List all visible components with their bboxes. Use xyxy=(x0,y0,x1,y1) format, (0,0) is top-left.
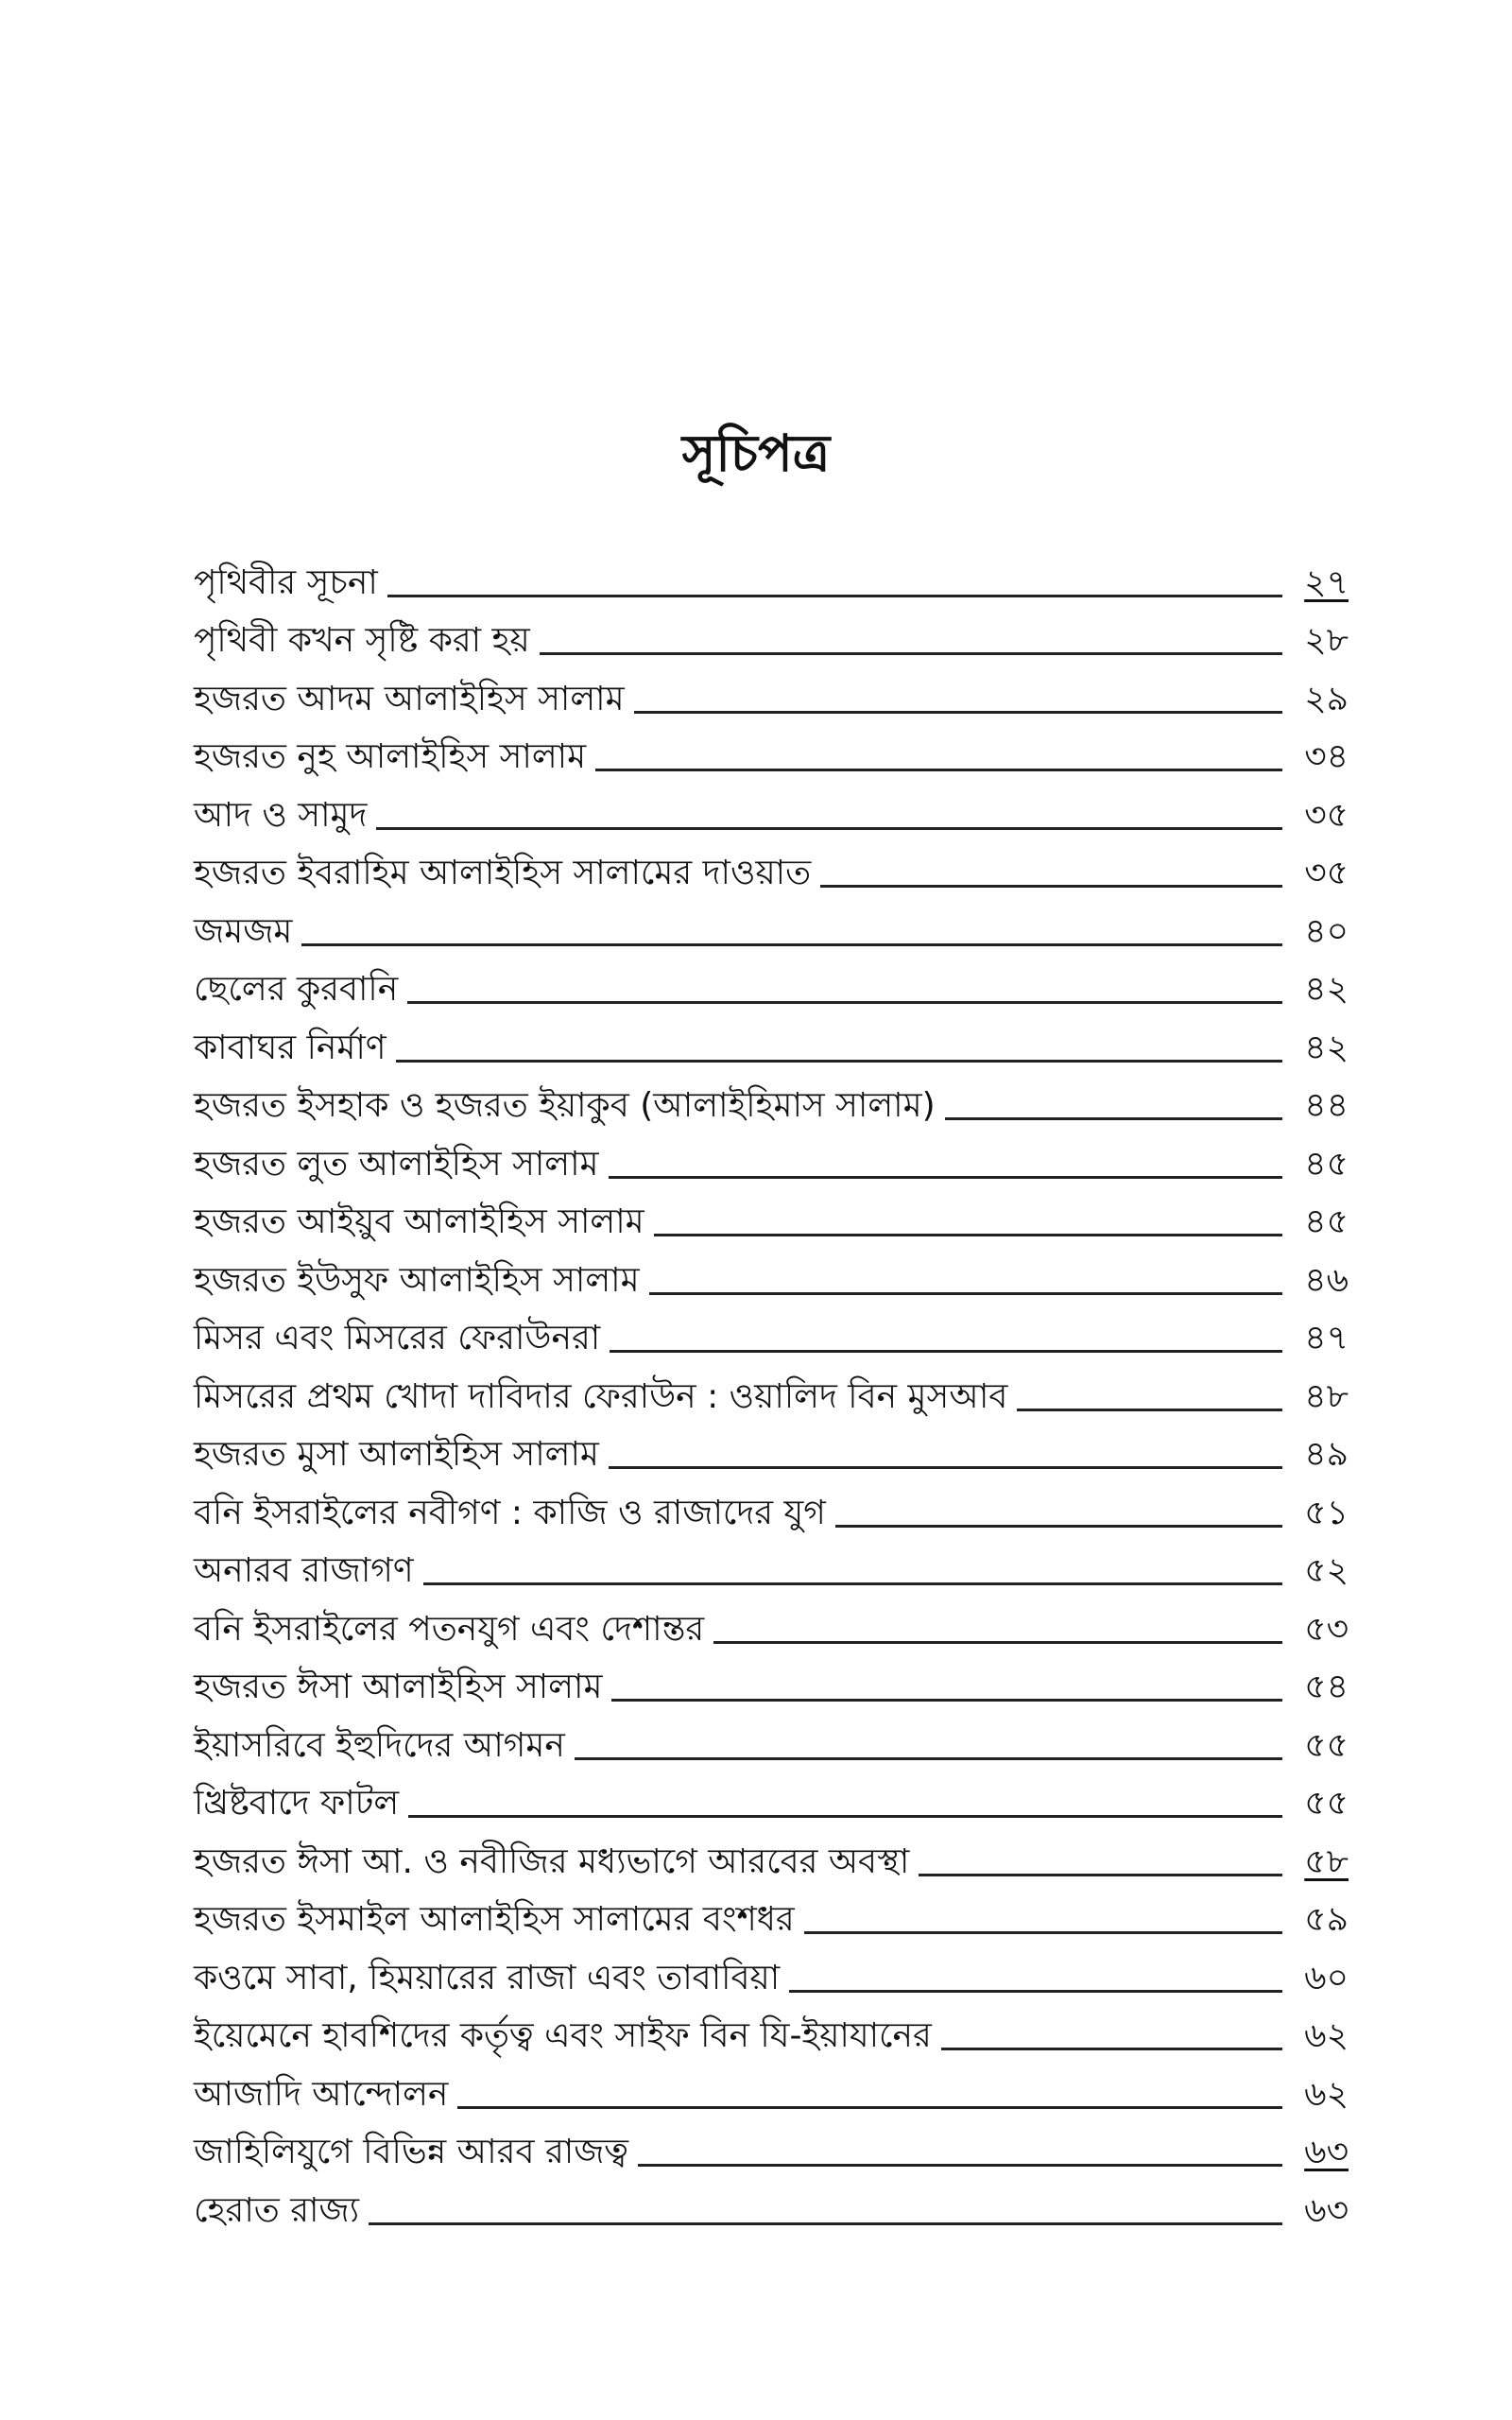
toc-entry xyxy=(194,669,1349,728)
toc-entry-title: হজরত লুত আলাইহিস সালাম xyxy=(194,1144,599,1184)
toc-page-number: ৪৮ xyxy=(1304,1376,1349,1416)
toc-entry xyxy=(194,844,1349,903)
toc-page-number: ২৭ xyxy=(1304,562,1349,602)
page-title: সূচিপত্র xyxy=(681,424,831,483)
toc-entry-title: আজাদি আন্দোলন xyxy=(194,2074,449,2114)
toc-page-number: ৪২ xyxy=(1304,1028,1349,1067)
toc-page-number: ৬২ xyxy=(1304,2074,1349,2114)
toc-entry xyxy=(194,1774,1349,1833)
toc-page-number: ৪৬ xyxy=(1304,1260,1349,1300)
toc-entry xyxy=(194,1077,1349,1135)
toc-entry xyxy=(194,612,1349,670)
toc-entry-title: খ্রিষ্টবাদে ফাটল xyxy=(194,1784,400,1823)
toc-leader-line xyxy=(941,2048,1282,2050)
toc-page-number: ৩৫ xyxy=(1304,854,1349,892)
toc-entry-title: হজরত ইউসুফ আলাইহিস সালাম xyxy=(194,1260,640,1300)
toc-page-number: ৫৪ xyxy=(1304,1668,1349,1706)
toc-leader-line xyxy=(575,1757,1282,1760)
toc-leader-line xyxy=(387,595,1282,597)
toc-entry xyxy=(194,1134,1349,1193)
toc-entry xyxy=(194,1193,1349,1252)
toc-page-number: ৪০ xyxy=(1304,911,1349,951)
toc-entry-title: অনারব রাজাগণ xyxy=(194,1551,414,1590)
toc-entry xyxy=(194,1018,1349,1077)
toc-entry xyxy=(194,1367,1349,1426)
toc-page-number: ৪৭ xyxy=(1304,1319,1349,1357)
toc-leader-line xyxy=(423,1582,1282,1585)
toc-entry xyxy=(194,786,1349,844)
toc-leader-line xyxy=(919,1874,1282,1876)
toc-entry xyxy=(194,2065,1349,2123)
toc-entry xyxy=(194,1599,1349,1658)
toc-entry-title: ইয়েমেনে হাবশিদের কর্তৃত্ব এবং সাইফ বিন যি-ইয়াযানের xyxy=(194,2016,932,2055)
toc-page-number: ৬৩ xyxy=(1304,2190,1349,2230)
toc-entry-title: হজরত ইসমাইল আলাইহিস সালামের বংশধর xyxy=(194,1900,795,1939)
toc-page-number: ৩৪ xyxy=(1304,737,1349,776)
toc-entry-title: ছেলের কুরবানি xyxy=(194,970,399,1009)
toc-entry xyxy=(194,1658,1349,1717)
toc-page-number: ৬০ xyxy=(1304,1958,1349,1997)
toc-page-number: ৫৫ xyxy=(1304,1784,1349,1823)
toc-entry-title: জাহিলিযুগে বিভিন্ন আরব রাজত্ব xyxy=(194,2133,629,2171)
toc-entry-title: আদ ও সামুদ xyxy=(194,795,368,835)
toc-leader-line xyxy=(407,1001,1282,1004)
toc-leader-line xyxy=(376,827,1282,830)
toc-entry xyxy=(194,1948,1349,2007)
toc-entry xyxy=(194,2181,1349,2239)
toc-leader-line xyxy=(457,2106,1282,2109)
toc-leader-line xyxy=(654,1234,1282,1236)
toc-leader-line xyxy=(611,1699,1282,1702)
toc-entry xyxy=(194,728,1349,786)
toc-leader-line xyxy=(408,1815,1282,1818)
toc-leader-line xyxy=(595,769,1282,771)
toc-entry-title: কওমে সাবা, হিময়ারের রাজা এবং তাবাবিয়া xyxy=(194,1958,781,1997)
toc-leader-line xyxy=(369,2222,1282,2225)
toc-entry xyxy=(194,2123,1349,2182)
toc-page-number: ২৮ xyxy=(1304,621,1349,660)
toc-leader-line xyxy=(835,1525,1282,1528)
toc-page-number: ৬৩ xyxy=(1304,2133,1349,2171)
toc-page-number: ৫৮ xyxy=(1304,1841,1349,1881)
toc-entry xyxy=(194,1483,1349,1542)
toc-leader-line xyxy=(609,1466,1282,1469)
toc-page-number: ২৯ xyxy=(1304,679,1349,718)
toc-leader-line xyxy=(609,1176,1282,1179)
toc-page-number: ৩৫ xyxy=(1304,795,1349,835)
toc-page-number: ৪৪ xyxy=(1304,1086,1349,1125)
toc-entry-title: ইয়াসরিবে ইহুদিদের আগমন xyxy=(194,1725,565,1765)
toc-entry xyxy=(194,2007,1349,2066)
toc-entry-title: জমজম xyxy=(194,911,293,951)
toc-entry xyxy=(194,1309,1349,1368)
toc-entry-title: মিসর এবং মিসরের ফেরাউনরা xyxy=(194,1319,601,1357)
toc-entry xyxy=(194,1832,1349,1891)
toc-leader-line xyxy=(945,1117,1282,1120)
toc-entry-title: হজরত ইবরাহিম আলাইহিস সালামের দাওয়াত xyxy=(194,854,812,892)
toc-entry xyxy=(194,553,1349,612)
toc-page-number: ৪২ xyxy=(1304,970,1349,1009)
toc-leader-line xyxy=(649,1292,1282,1295)
toc-entry-title: হজরত নুহ আলাইহিস সালাম xyxy=(194,737,587,776)
toc-leader-line xyxy=(634,711,1282,714)
toc-leader-line xyxy=(301,943,1282,946)
toc-leader-line xyxy=(789,1990,1282,1993)
toc-entry xyxy=(194,960,1349,1019)
toc-entry-title: হেরাত রাজ্য xyxy=(194,2190,360,2230)
toc-leader-line xyxy=(540,652,1282,655)
toc-entry-title: হজরত ইসহাক ও হজরত ইয়াকুব (আলাইহিমাস সালাম) xyxy=(194,1086,936,1125)
toc-entry-title: হজরত মুসা আলাইহিস সালাম xyxy=(194,1435,599,1474)
toc-page-number: ৫৩ xyxy=(1304,1609,1349,1649)
toc-entry xyxy=(194,1891,1349,1949)
toc-leader-line xyxy=(804,1931,1282,1934)
toc-entry-title: হজরত ঈসা আলাইহিস সালাম xyxy=(194,1668,603,1706)
toc-entry xyxy=(194,1251,1349,1309)
toc-entry-title: পৃথিবীর সূচনা xyxy=(194,562,378,602)
toc-page-number: ৬২ xyxy=(1304,2016,1349,2055)
toc-entry-title: পৃথিবী কখন সৃষ্টি করা হয় xyxy=(194,621,530,660)
toc-leader-line xyxy=(1017,1409,1282,1411)
toc-entry-title: কাবাঘর নির্মাণ xyxy=(194,1028,387,1067)
toc-entry xyxy=(194,1426,1349,1484)
toc-page-number: ৪৯ xyxy=(1304,1435,1349,1474)
toc-leader-line xyxy=(610,1350,1282,1353)
toc-list xyxy=(194,553,1349,2239)
toc-page-number: ৫২ xyxy=(1304,1551,1349,1590)
toc-leader-line xyxy=(638,2164,1282,2167)
toc-entry-title: হজরত আইয়ুব আলাইহিস সালাম xyxy=(194,1202,644,1241)
toc-leader-line xyxy=(396,1060,1282,1063)
toc-page-number: ৫১ xyxy=(1304,1493,1349,1532)
toc-page-number: ৫৯ xyxy=(1304,1900,1349,1939)
toc-entry xyxy=(194,1716,1349,1774)
toc-page-number: ৪৫ xyxy=(1304,1202,1349,1241)
toc-entry-title: বনি ইসরাইলের পতনযুগ এবং দেশান্তর xyxy=(194,1609,705,1649)
toc-entry xyxy=(194,902,1349,960)
toc-leader-line xyxy=(820,885,1282,888)
toc-page-number: ৫৫ xyxy=(1304,1725,1349,1765)
toc-entry-title: হজরত আদম আলাইহিস সালাম xyxy=(194,679,625,718)
toc-entry-title: হজরত ঈসা আ. ও নবীজির মধ্যভাগে আরবের অবস্থা xyxy=(194,1841,910,1881)
toc-leader-line xyxy=(713,1641,1282,1644)
toc-entry-title: মিসরের প্রথম খোদা দাবিদার ফেরাউন : ওয়ালিদ বিন মুসআব xyxy=(194,1376,1008,1416)
toc-entry xyxy=(194,1542,1349,1600)
toc-entry-title: বনি ইসরাইলের নবীগণ : কাজি ও রাজাদের যুগ xyxy=(194,1493,826,1532)
toc-page-number: ৪৫ xyxy=(1304,1144,1349,1184)
